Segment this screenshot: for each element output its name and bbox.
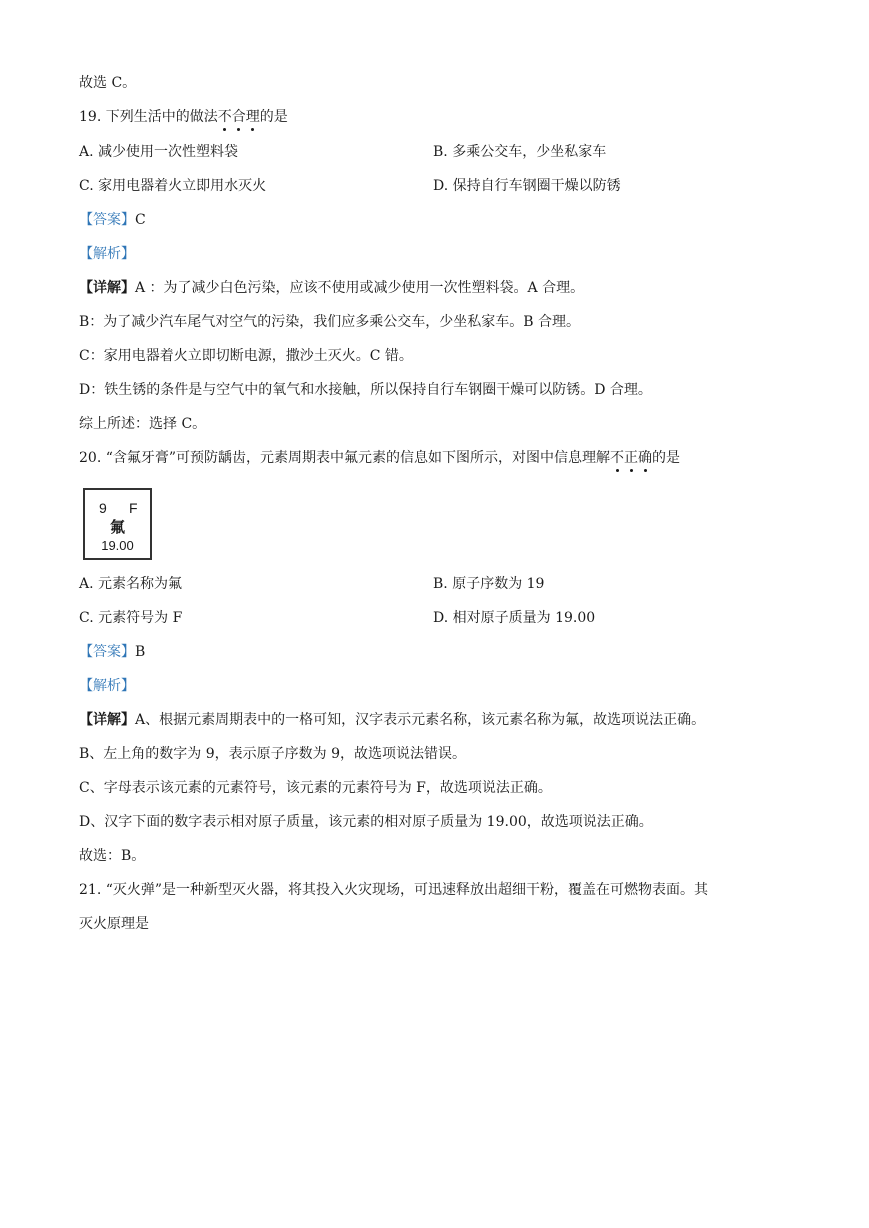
question-21-stem-line-1: 21. “灭火弹”是一种新型灭火器，将其投入火灾现场，可迅速释放出超细干粉，覆盖在可燃物表面。其 (79, 882, 709, 898)
answer-tag: 【答案】 (79, 644, 135, 660)
answer-20 (79, 642, 145, 662)
answer-tag: 【答案】 (79, 212, 135, 228)
element-symbol: F (129, 500, 138, 516)
question-21-stem-line-2: 灭火原理是 (79, 916, 149, 932)
option-19-c: C. 家用电器着火立即用水灭火 (79, 178, 267, 194)
option-20-c: C. 元素符号为 F (79, 610, 183, 626)
analysis-tag-20: 【解析】 (79, 678, 135, 694)
option-20-d: D. 相对原子质量为 19.00 (433, 610, 596, 626)
detail-19-a (79, 278, 584, 298)
emphasis-char: 正 (624, 450, 639, 466)
detail-19-b: B：为了减少汽车尾气对空气的污染，我们应多乘公交车，少坐私家车。B 合理。 (79, 314, 581, 330)
detail-text: A ：为了减少白色污染，应该不使用或减少使用一次性塑料袋。A 合理。 (135, 280, 585, 296)
detail-19-d: D：铁生锈的条件是与空气中的氧气和水接触，所以保持自行车钢圈干燥可以防锈。D 合理。 (79, 382, 652, 398)
emphasis-char: 合 (231, 109, 246, 125)
answer-19 (79, 210, 146, 230)
option-19-b: B. 多乘公交车，少坐私家车 (433, 144, 607, 160)
element-name: 氟 (109, 519, 125, 536)
emphasis-char: 理 (245, 109, 260, 125)
detail-20-c: C、字母表示该元素的元素符号，该元素的元素符号为 F，故选项说法正确。 (79, 780, 552, 796)
emphasis-char: 不 (610, 450, 625, 466)
emphasis-char: 不 (217, 109, 232, 125)
question-19-stem (79, 107, 288, 127)
atomic-mass: 19.00 (101, 538, 134, 553)
emphasis-char: 确 (638, 450, 653, 466)
question-19-text: 19. 下列生活中的做法 (79, 109, 218, 125)
detail-20-a (79, 710, 705, 730)
summary-19: 综上所述：选择 C。 (79, 416, 207, 432)
previous-answer-conclusion: 故选 C。 (79, 75, 137, 91)
option-19-a: A. 减少使用一次性塑料袋 (79, 144, 239, 160)
option-20-b: B. 原子序数为 19 (433, 576, 545, 592)
option-19-d: D. 保持自行车钢圈干燥以防锈 (433, 178, 621, 194)
summary-20: 故选：B。 (79, 848, 146, 864)
question-20-stem (79, 448, 680, 468)
question-19-text-end: 的是 (259, 109, 288, 125)
detail-tag: 【详解】 (79, 712, 135, 728)
detail-text: A、根据元素周期表中的一格可知，汉字表示元素名称，该元素名称为氟，故选项说法正确。 (135, 712, 706, 728)
answer-value: C (135, 212, 146, 228)
question-20-text: 20. “含氟牙膏”可预防龋齿，元素周期表中氟元素的信息如下图所示，对图中信息理解 (79, 450, 611, 466)
detail-tag: 【详解】 (79, 280, 135, 296)
atomic-number: 9 (99, 500, 107, 516)
detail-20-b: B、左上角的数字为 9，表示原子序数为 9，故选项说法错误。 (79, 746, 467, 762)
detail-20-d: D、汉字下面的数字表示相对原子质量，该元素的相对原子质量为 19.00，故选项说法正确。 (79, 814, 653, 830)
answer-value: B (135, 644, 146, 660)
detail-19-c: C：家用电器着火立即切断电源，撒沙土灭火。C 错。 (79, 348, 413, 364)
periodic-table-cell-fluorine (83, 488, 152, 560)
question-20-text-end: 的是 (652, 450, 681, 466)
analysis-tag-19: 【解析】 (79, 246, 135, 262)
option-20-a: A. 元素名称为氟 (79, 576, 183, 592)
